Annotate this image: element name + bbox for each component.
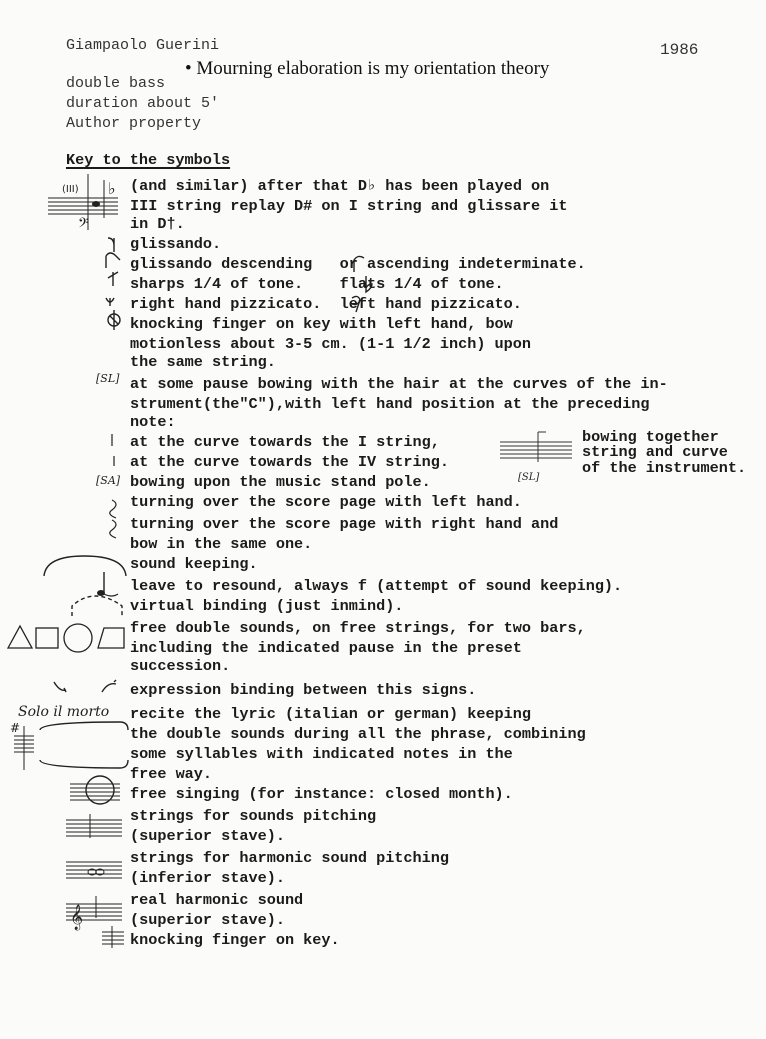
text-line-23: free double sounds, on free strings, for two bars, xyxy=(130,619,586,637)
bowing-staff-icon xyxy=(500,428,576,472)
text-line-15: at the curve towards the IV string. xyxy=(130,453,449,471)
sl-marker: [SL] xyxy=(96,372,120,385)
text-line-12: strument(the"C"),with left hand position at the preceding xyxy=(130,395,650,413)
svg-text:#: # xyxy=(10,721,21,735)
superior-stave-icon xyxy=(66,812,126,842)
svg-text:♭: ♭ xyxy=(108,179,116,198)
piece-title: • Mourning elaboration is my orientation theory xyxy=(185,58,550,79)
text-line-36: real harmonic sound xyxy=(130,891,304,909)
text-line-6: sharps 1/4 of tone. flats 1/4 of tone. xyxy=(130,275,504,293)
text-line-22: virtual binding (just inmind). xyxy=(130,597,404,615)
text-line-28: the double sounds during all the phrase, combining xyxy=(130,725,586,743)
text-line-4: glissando. xyxy=(130,235,222,253)
text-line-33: (superior stave). xyxy=(130,827,285,845)
text-line-38: knocking finger on key. xyxy=(130,931,340,949)
text-line-34: strings for harmonic sound pitching xyxy=(130,849,449,867)
composer-name: Giampaolo Guerini xyxy=(66,37,220,54)
text-line-20: sound keeping. xyxy=(130,555,258,573)
staff-notes-icon xyxy=(48,170,128,234)
side-note-line-3: of the instrument. xyxy=(582,459,747,477)
text-line-37: (superior stave). xyxy=(130,911,285,929)
free-double-sounds-shapes-icon xyxy=(4,620,128,654)
text-line-14: at the curve towards the I string, xyxy=(130,433,440,451)
text-line-18: turning over the score page with right hand and xyxy=(130,515,559,533)
text-line-5: glissando descending or ascending indeterminate. xyxy=(130,255,586,273)
text-line-25: succession. xyxy=(130,657,231,675)
text-line-7: right hand pizzicato. left hand pizzicato. xyxy=(130,295,522,313)
lyric-staff-icon xyxy=(10,718,130,778)
year: 1986 xyxy=(660,41,699,59)
svg-text:(III): (III) xyxy=(62,184,79,195)
text-line-8: knocking finger on key with left hand, bow xyxy=(130,315,513,333)
key-heading: Key to the symbols xyxy=(66,151,231,169)
text-line-17: turning over the score page with left hand. xyxy=(130,493,522,511)
text-line-32: strings for sounds pitching xyxy=(130,807,377,825)
text-line-31: free singing (for instance: closed month). xyxy=(130,785,513,803)
expression-binding-icon xyxy=(50,676,126,700)
text-line-35: (inferior stave). xyxy=(130,869,285,887)
inferior-stave-icon xyxy=(66,854,126,884)
knock-key-icon xyxy=(98,924,128,950)
text-line-26: expression binding between this signs. xyxy=(130,681,477,699)
text-line-13: note: xyxy=(130,413,176,431)
duration: duration about 5' xyxy=(66,95,220,112)
side-note-line-1: bowing together xyxy=(582,428,719,446)
virtual-binding-icon xyxy=(68,594,128,618)
side-note-line-2: string and curve xyxy=(582,443,728,461)
property-note: Author property xyxy=(66,115,202,132)
svg-text:𝄢: 𝄢 xyxy=(78,215,89,234)
svg-text:𝄞: 𝄞 xyxy=(70,905,84,930)
instrument: double bass xyxy=(66,75,166,92)
left-pizzicato-icon xyxy=(348,294,364,312)
text-line-29: some syllables with indicated notes in the xyxy=(130,745,513,763)
harmonic-stave-icon xyxy=(66,894,126,928)
ascending-gliss-icon xyxy=(350,254,370,274)
text-line-16: bowing upon the music stand pole. xyxy=(130,473,431,491)
text-line-9: motionless about 3-5 cm. (1-1 1/2 inch) upon xyxy=(130,335,532,353)
text-line-19: bow in the same one. xyxy=(130,535,313,553)
solo-il-morto-lyric: Solo il morto xyxy=(18,704,110,720)
text-line-11: at some pause bowing with the hair at the curves of the in- xyxy=(130,375,668,393)
text-line-10: the same string. xyxy=(130,353,276,371)
text-line-2: III string replay D# on I string and glissare it xyxy=(130,197,568,215)
text-line-30: free way. xyxy=(130,765,213,783)
flat-quarter-icon xyxy=(360,274,376,294)
sl-marker-staff: [SL] xyxy=(518,472,540,483)
text-line-24: including the indicated pause in the preset xyxy=(130,639,522,657)
sa-marker: [SA] xyxy=(96,474,121,487)
curve-marks-icons xyxy=(104,428,128,538)
text-line-1: (and similar) after that D♭ has been played on xyxy=(130,177,550,195)
glissando-icons xyxy=(100,234,128,354)
free-singing-icon xyxy=(70,772,126,806)
text-line-3: in D†. xyxy=(130,215,185,233)
text-line-21: leave to resound, always f (attempt of sound keeping). xyxy=(130,577,623,595)
text-line-27: recite the lyric (italian or german) keeping xyxy=(130,705,532,723)
